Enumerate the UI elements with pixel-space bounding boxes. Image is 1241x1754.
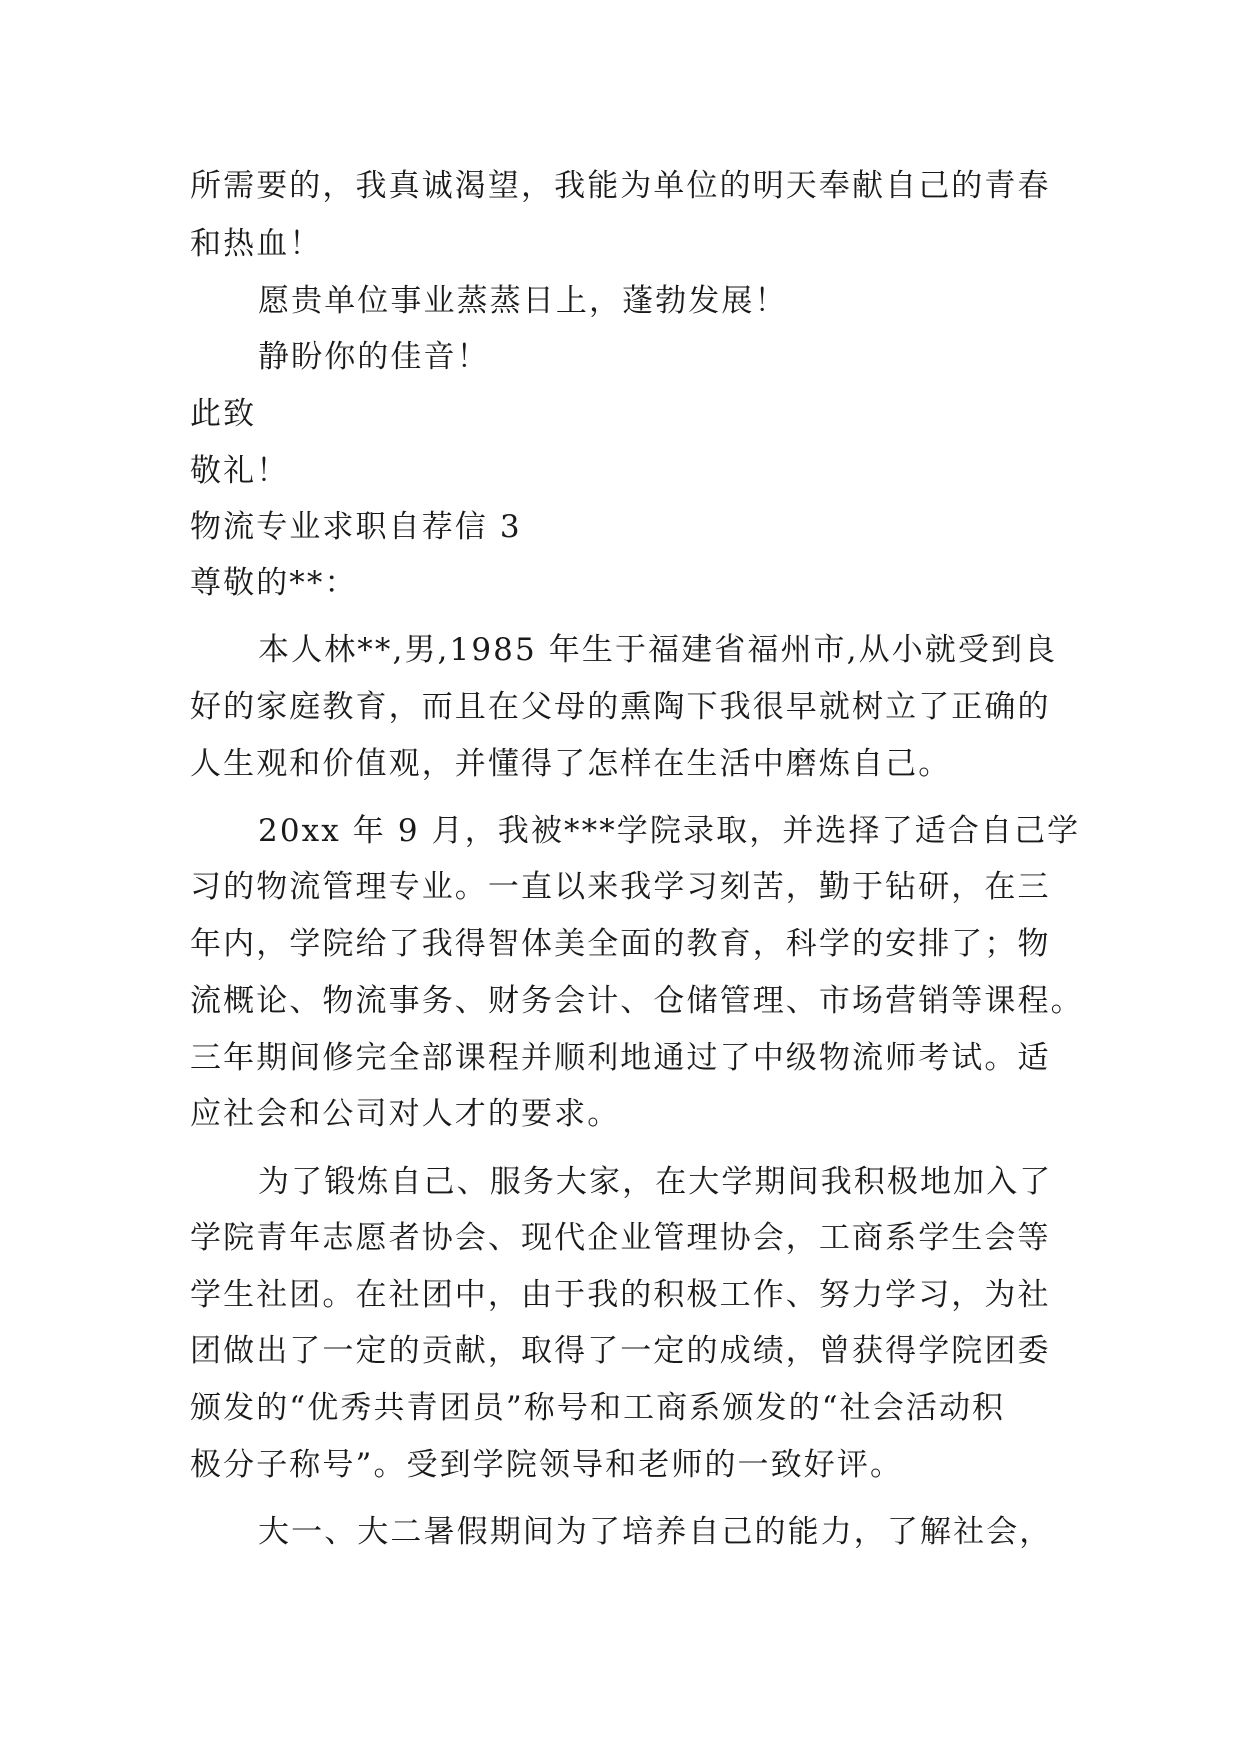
paragraph-line: 流概论、物流事务、财务会计、仓储管理、市场营销等课程。 bbox=[190, 983, 1084, 1019]
section-title: 物流专业求职自荐信 3 bbox=[190, 509, 522, 545]
paragraph-line: 为了锻炼自己、服务大家，在大学期间我积极地加入了 bbox=[258, 1164, 1053, 1200]
paragraph-line: 大一、大二暑假期间为了培养自己的能力，了解社会， bbox=[258, 1514, 1053, 1550]
paragraph-line: 三年期间修完全部课程并顺利地通过了中级物流师考试。适 bbox=[190, 1040, 1051, 1076]
salutation-closing: 此致 bbox=[190, 396, 257, 432]
paragraph-line: 颁发的“优秀共青团员”称号和工商系颁发的“社会活动积 bbox=[190, 1390, 1006, 1426]
paragraph-line: 极分子称号”。受到学院领导和老师的一致好评。 bbox=[190, 1447, 904, 1483]
paragraph-line: 本人林**,男,1985 年生于福建省福州市,从小就受到良 bbox=[258, 632, 1058, 668]
paragraph-line: 学院青年志愿者协会、现代企业管理协会，工商系学生会等 bbox=[190, 1220, 1051, 1256]
salutation-closing: 敬礼！ bbox=[190, 453, 290, 489]
paragraph-line: 愿贵单位事业蒸蒸日上，蓬勃发展！ bbox=[258, 283, 788, 319]
paragraph-line: 好的家庭教育，而且在父母的熏陶下我很早就树立了正确的 bbox=[190, 689, 1051, 725]
paragraph-line: 年内，学院给了我得智体美全面的教育，科学的安排了；物 bbox=[190, 926, 1051, 962]
paragraph-line: 20xx 年 9 月，我被***学院录取，并选择了适合自己学 bbox=[258, 813, 1081, 849]
paragraph-line: 所需要的，我真诚渴望，我能为单位的明天奉献自己的青春 bbox=[190, 168, 1051, 204]
paragraph-line: 人生观和价值观，并懂得了怎样在生活中磨炼自己。 bbox=[190, 746, 952, 782]
paragraph-line: 团做出了一定的贡献，取得了一定的成绩，曾获得学院团委 bbox=[190, 1333, 1051, 1369]
paragraph-line: 习的物流管理专业。一直以来我学习刻苦，勤于钻研，在三 bbox=[190, 869, 1051, 905]
paragraph-line: 静盼你的佳音！ bbox=[258, 339, 490, 375]
paragraph-line: 和热血！ bbox=[190, 226, 323, 262]
paragraph-line: 学生社团。在社团中，由于我的积极工作、努力学习，为社 bbox=[190, 1277, 1051, 1313]
paragraph-line: 应社会和公司对人才的要求。 bbox=[190, 1096, 621, 1132]
greeting: 尊敬的**： bbox=[190, 565, 358, 601]
